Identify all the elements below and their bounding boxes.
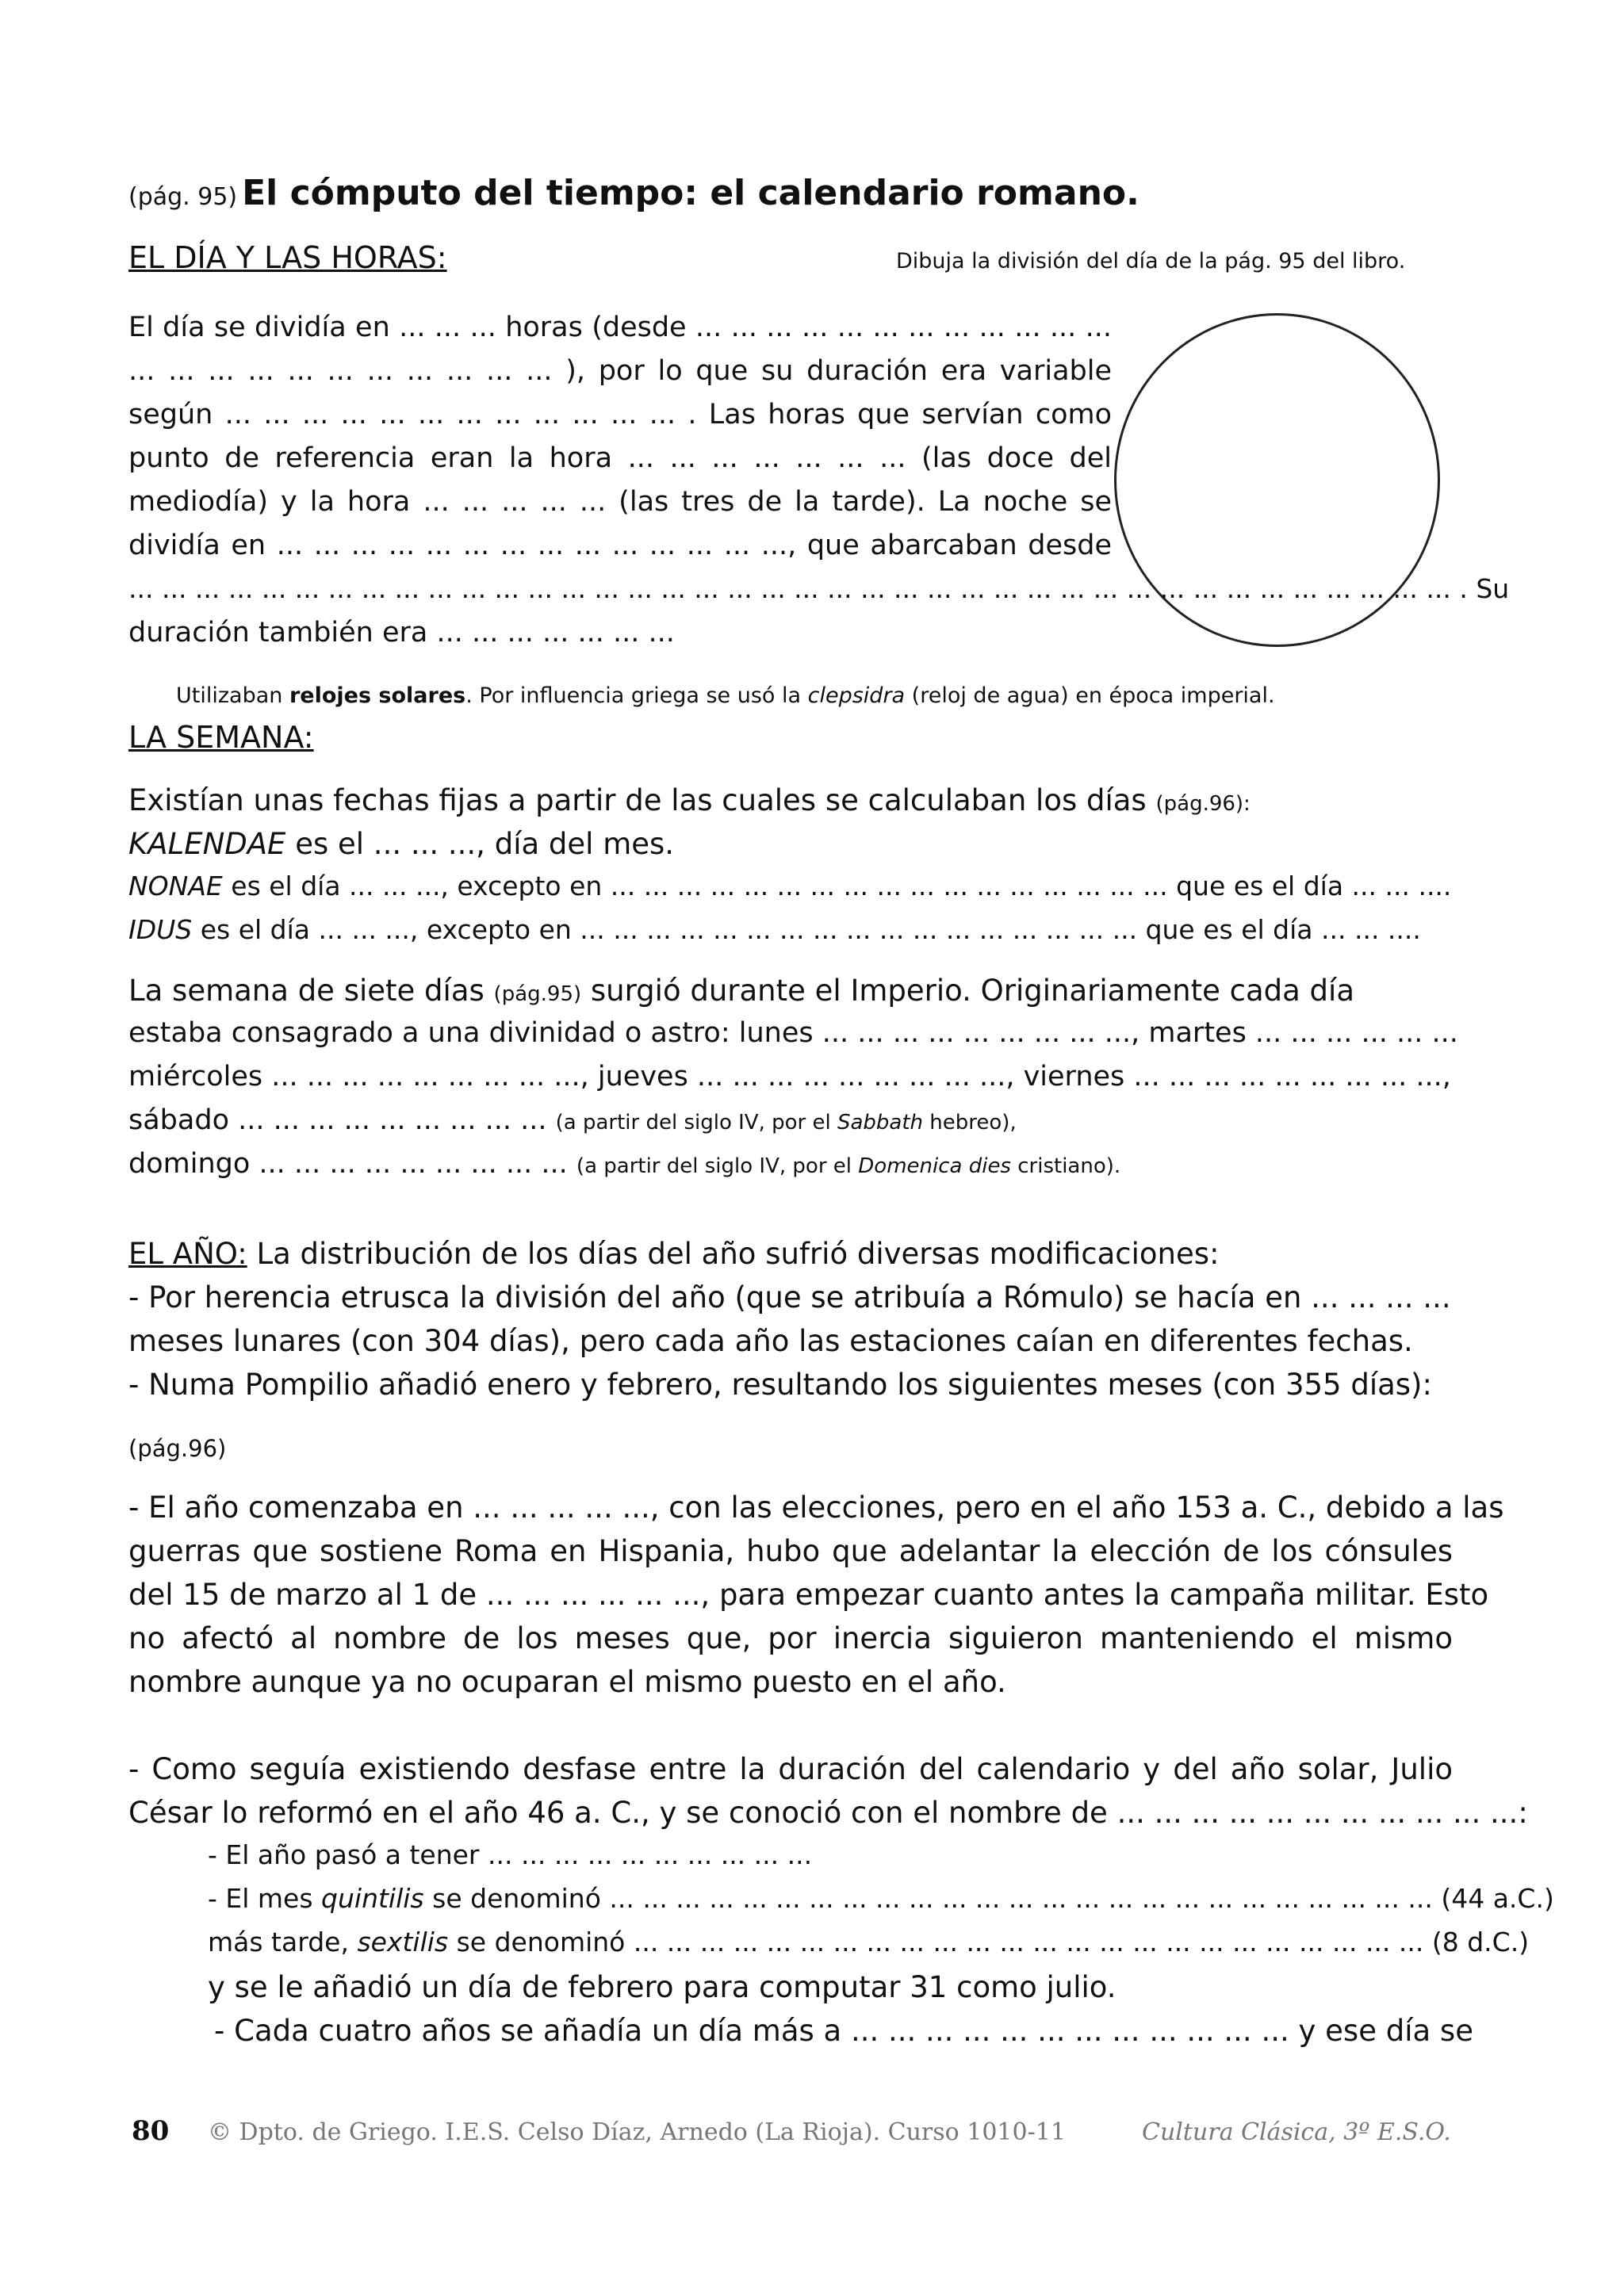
footer-course: Cultura Clásica, 3º E.S.O. bbox=[1142, 2118, 1451, 2146]
dia-line-4: punto de referencia eran la hora ... ... ... ... ... ... ... (las doce del bbox=[128, 442, 1112, 474]
section-heading-semana: LA SEMANA: bbox=[128, 720, 314, 755]
anio-heading-line: EL AÑO: La distribución de los días del año sufrió diversas modificaciones: bbox=[128, 1237, 1220, 1271]
title-page-ref: (pág. 95) bbox=[128, 183, 238, 211]
anio-page-ref: (pág.96) bbox=[128, 1435, 227, 1462]
anio-p3-line-6: y se le añadió un día de febrero para computar 31 como julio. bbox=[208, 1970, 1116, 2004]
reloj-note: Utilizaban relojes solares. Por influencia griega se usó la clepsidra (reloj de agua) en época imperial. bbox=[176, 683, 1275, 708]
semana-intro: Existían unas fechas fijas a partir de las cuales se calculaban los días (pág.96): bbox=[128, 783, 1251, 817]
drawing-instruction: Dibuja la división del día de la pág. 95 del libro. bbox=[896, 249, 1406, 274]
page-number: 80 bbox=[132, 2115, 170, 2147]
section-heading-dia: EL DÍA Y LAS HORAS: bbox=[128, 240, 447, 275]
nonae-line: NONAE es el día ... ... ..., excepto en ... ... ... ... ... ... ... ... ... ... ... ... ... ... ... ... ... que es el día ... ... .... bbox=[128, 871, 1452, 901]
kalendae-line: KALENDAE es el ... ... ..., día del mes. bbox=[128, 827, 675, 861]
anio-p3-line-7: - Cada cuatro años se añadía un día más a ... ... ... ... ... ... ... ... ... ... ... ... y ese día se bbox=[214, 2014, 1473, 2048]
anio-p3-line-3: - El año pasó a tener ... ... ... ... ... ... ... ... ... ... bbox=[208, 1839, 813, 1870]
title-text: El cómputo del tiempo: el calendario romano. bbox=[242, 173, 1139, 213]
dia-line-8: duración también era ... ... ... ... ... ... ... bbox=[128, 617, 675, 649]
anio-line-3: - Numa Pompilio añadió enero y febrero, resultando los siguientes meses (con 355 días): bbox=[128, 1368, 1432, 1402]
dia-line-6: dividía en ... ... ... ... ... ... ... ... ... ... ... ... ... ..., que abarcaban desde bbox=[128, 530, 1112, 561]
anio-line-1: - Por herencia etrusca la división del año (que se atribuía a Rómulo) se hacía en ... ... ... ... bbox=[128, 1280, 1451, 1314]
dia-line-3: según ... ... ... ... ... ... ... ... ... ... ... ... . Las horas que servían como bbox=[128, 399, 1112, 430]
dia-line-7: ... ... ... ... ... ... ... ... ... ... ... ... ... ... ... ... ... ... ... ... ... ... ... ... ... ... ... ... ... ... ... ... ... ... ... ... ... ... ... ... . Su bbox=[128, 573, 1510, 604]
section-heading-anio: EL AÑO: bbox=[128, 1237, 247, 1271]
anio-p2-line-5: nombre aunque ya no ocuparan el mismo puesto en el año. bbox=[128, 1665, 1006, 1699]
footer-credit: © Dpto. de Griego. I.E.S. Celso Díaz, Arnedo (La Rioja). Curso 1010-11 bbox=[208, 2118, 1066, 2146]
semana-week-line-2: estaba consagrado a una divinidad o astro: lunes ... ... ... ... ... ... ... ... ..., martes ... ... ... ... ... ... bbox=[128, 1017, 1458, 1049]
semana-week-line-1: La semana de siete días (pág.95) surgió durante el Imperio. Originariamente cada día bbox=[128, 974, 1354, 1008]
anio-p2-line-4: no afectó al nombre de los meses que, por inercia siguieron manteniendo el mismo bbox=[128, 1621, 1453, 1655]
anio-p3-line-4: - El mes quintilis se denominó ... ... ... ... ... ... ... ... ... ... ... ... ... ... ... ... ... ... ... ... ... ... ... ... ... (44 a.C.) bbox=[208, 1883, 1554, 1914]
anio-p2-line-1: - El año comenzaba en ... ... ... ... ..., con las elecciones, pero en el año 153 a. C., debido a las bbox=[128, 1490, 1504, 1525]
idus-line: IDUS es el día ... ... ..., excepto en ... ... ... ... ... ... ... ... ... ... ... ... ... ... ... ... ... que es el día ... ... .... bbox=[128, 914, 1421, 945]
anio-p2-line-2: guerras que sostiene Roma en Hispania, hubo que adelantar la elección de los cónsules bbox=[128, 1534, 1453, 1568]
anio-p3-line-2: César lo reformó en el año 46 a. C., y se conoció con el nombre de ... ... ... ... ... ... ... ... ... ... ...: bbox=[128, 1796, 1528, 1830]
dia-line-2: ... ... ... ... ... ... ... ... ... ... ... ), por lo que su duración era variable bbox=[128, 355, 1112, 387]
anio-p3-line-5: más tarde, sextilis se denominó ... ... ... ... ... ... ... ... ... ... ... ... ... ... ... ... ... ... ... ... ... ... ... ... (8 d.C.) bbox=[208, 1927, 1530, 1957]
sabado-line: sábado ... ... ... ... ... ... ... ... ... (a partir del siglo IV, por el Sabbath hebreo), bbox=[128, 1104, 1017, 1136]
dia-line-1: El día se dividía en ... ... ... horas (desde ... ... ... ... ... ... ... ... ... ... ... ... bbox=[128, 312, 1112, 343]
anio-p3-line-1: - Como seguía existiendo desfase entre la duración del calendario y del año solar, Julio bbox=[128, 1752, 1453, 1786]
page-title bbox=[128, 173, 1139, 213]
dia-line-5: mediodía) y la hora ... ... ... ... ... (las tres de la tarde). La noche se bbox=[128, 486, 1112, 518]
semana-week-line-3: miércoles ... ... ... ... ... ... ... ... ..., jueves ... ... ... ... ... ... ... ... ..., viernes ... ... ... ... ... ... ... ... ..., bbox=[128, 1061, 1451, 1093]
anio-line-2: meses lunares (con 304 días), pero cada año las estaciones caían en diferentes fechas. bbox=[128, 1324, 1413, 1358]
domingo-line: domingo ... ... ... ... ... ... ... ... ... (a partir del siglo IV, por el Domenica dies cristiano). bbox=[128, 1148, 1121, 1180]
anio-p2-line-3: del 15 de marzo al 1 de ... ... ... ... ... ..., para empezar cuanto antes la campaña militar. Esto bbox=[128, 1578, 1489, 1612]
